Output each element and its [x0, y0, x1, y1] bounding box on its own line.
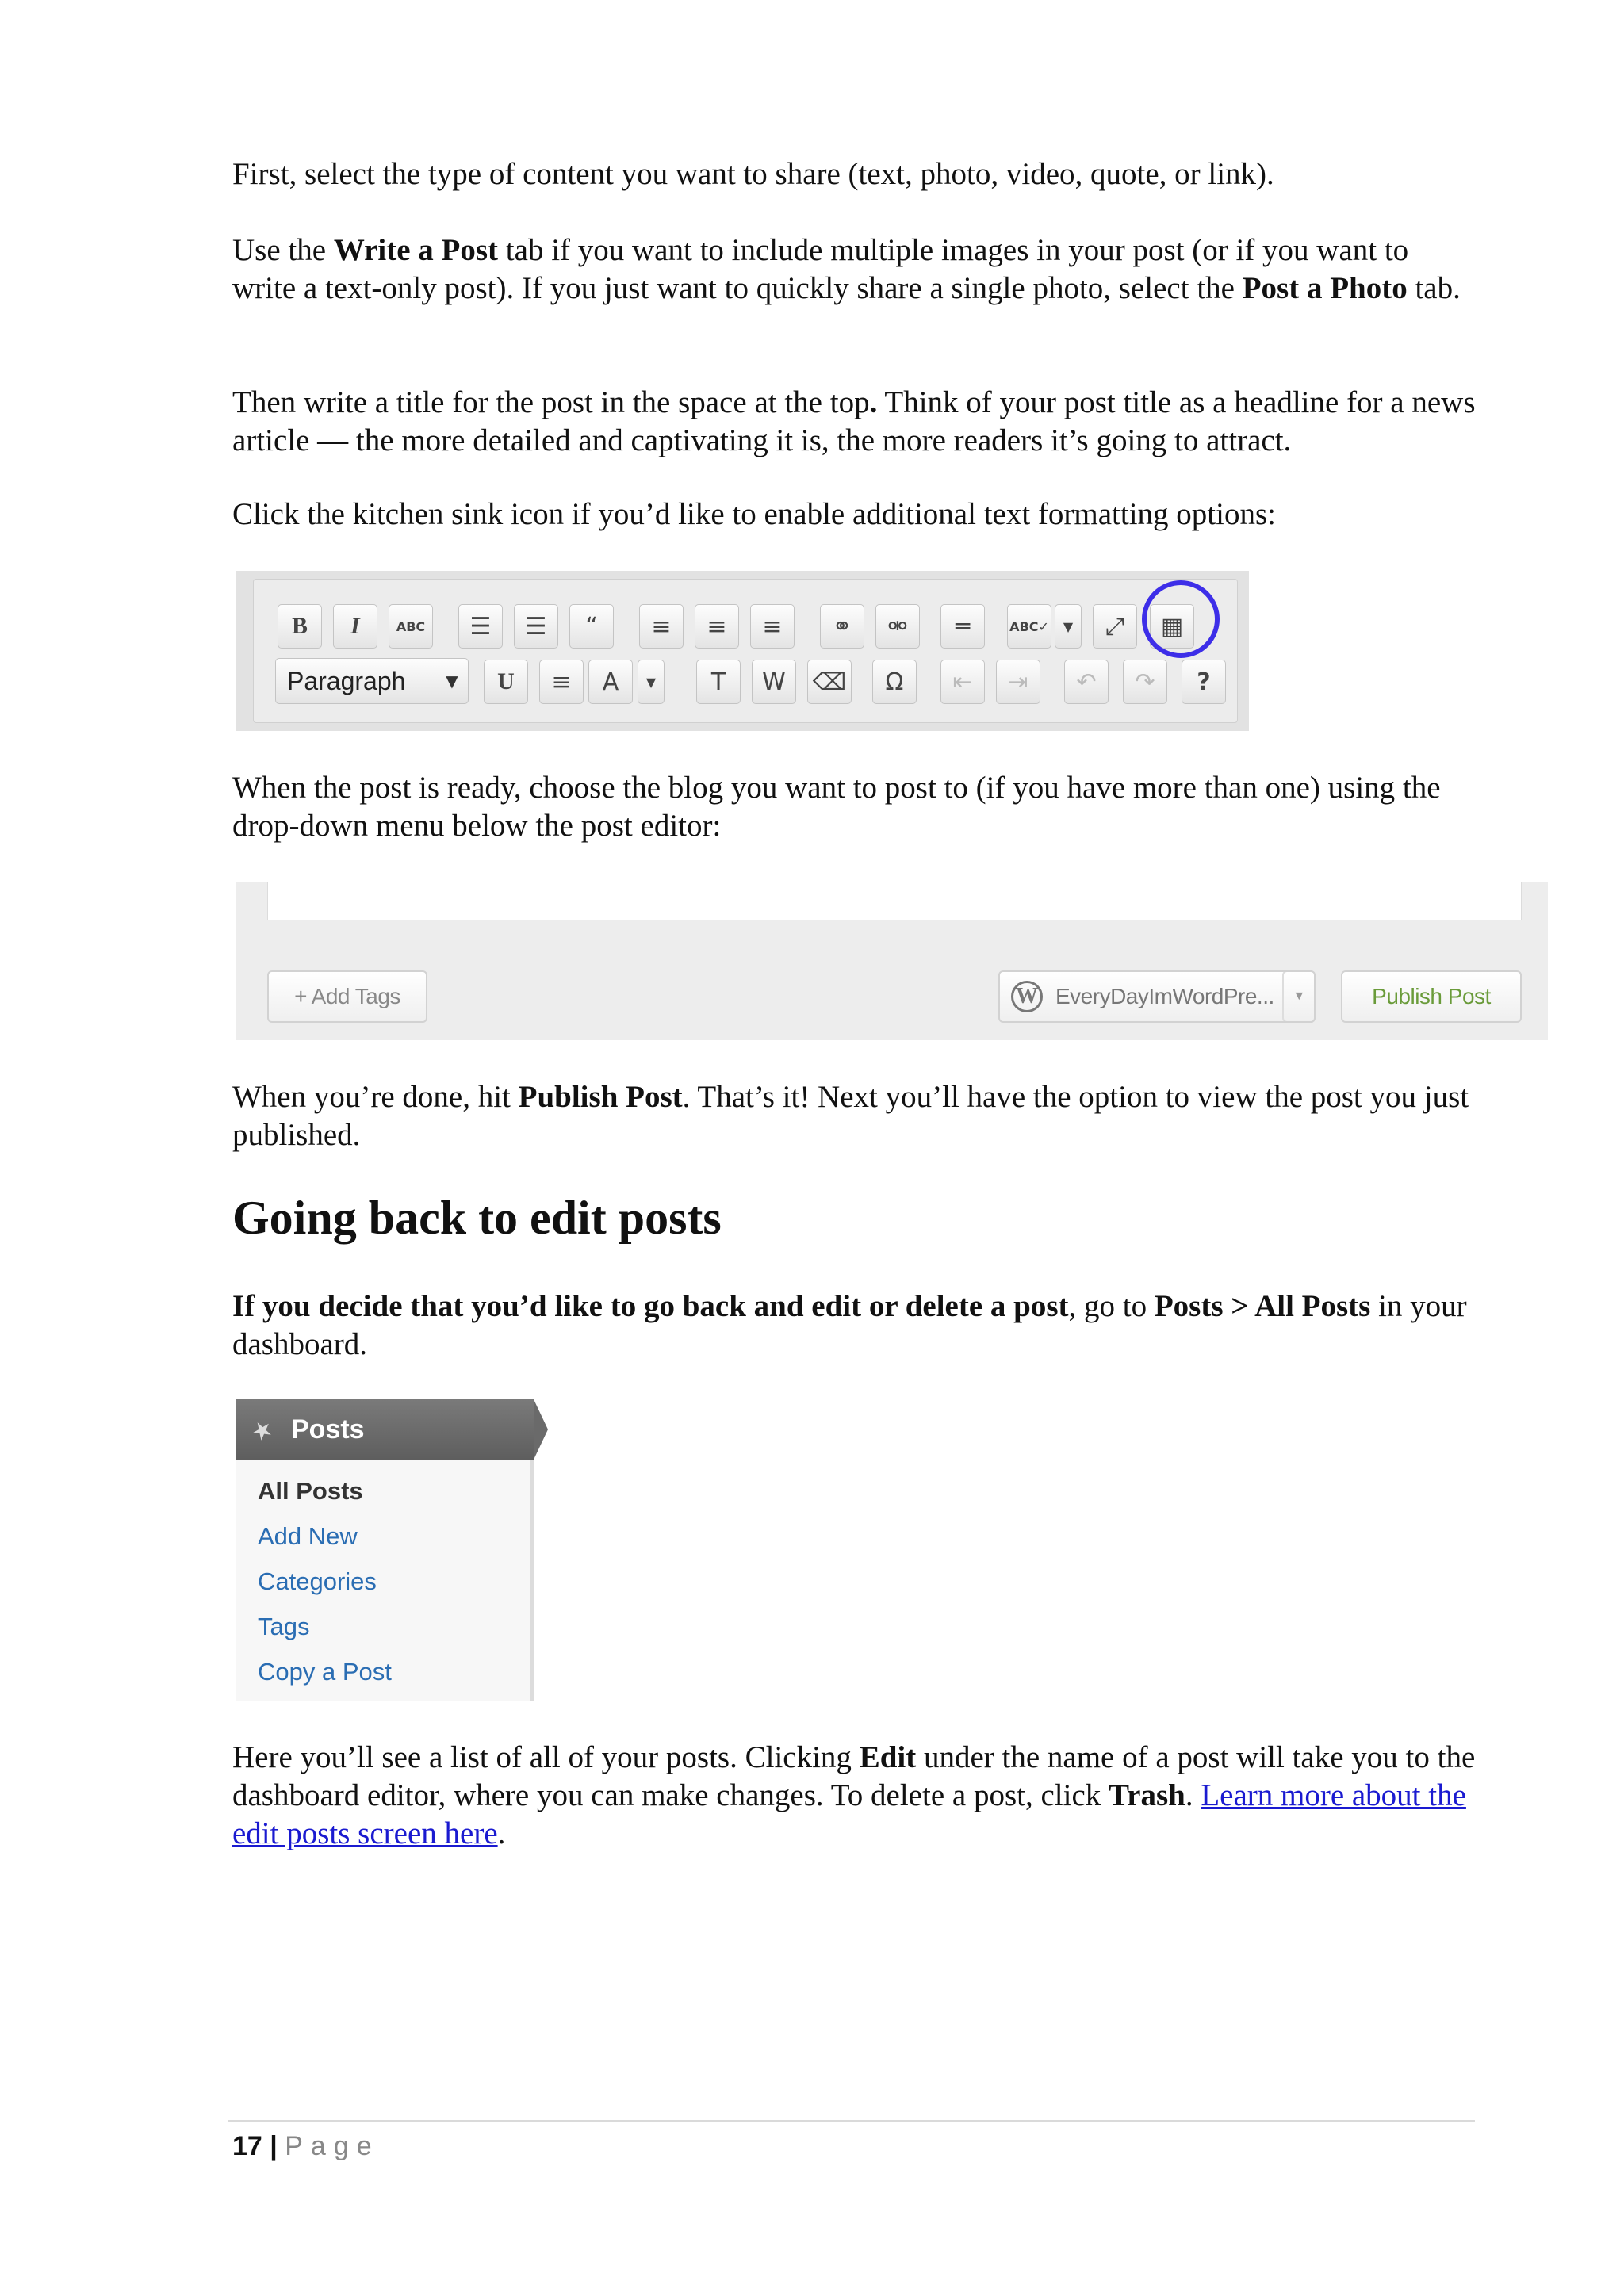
paste-word-icon[interactable]: W: [752, 660, 796, 704]
add-tags-label: + Add Tags: [294, 984, 400, 1008]
menu-item-all-posts[interactable]: [258, 1477, 363, 1506]
undo-icon[interactable]: ↶: [1064, 660, 1109, 704]
text-run: .: [497, 1816, 506, 1850]
text-run: under the name of a post will take you to the dashboard editor, where you can make changes. To delete a post, click: [232, 1740, 1476, 1812]
bold-run: Trash: [1109, 1778, 1185, 1812]
unlink-icon[interactable]: ⚮: [875, 604, 920, 649]
footer-divider: [228, 2120, 1475, 2122]
menu-item-label: All Posts: [258, 1477, 363, 1505]
bold-run: Posts > All Posts: [1154, 1289, 1371, 1323]
footer-separator: |: [270, 2131, 278, 2161]
align-center-icon[interactable]: ≡: [695, 604, 739, 649]
post-editor-bottom: [267, 882, 1522, 920]
blog-select[interactable]: [998, 970, 1316, 1023]
publish-post-label: Publish Post: [1372, 984, 1491, 1008]
underline-icon[interactable]: U: [484, 660, 528, 704]
align-right-icon[interactable]: ≡: [750, 604, 795, 649]
text-run: Then write a title for the post in the space at the top: [232, 385, 870, 419]
help-icon[interactable]: ?: [1182, 660, 1226, 704]
page-label: Page: [285, 2131, 380, 2161]
menu-item-label: Copy a Post: [258, 1658, 392, 1686]
menu-item-copy-a-post[interactable]: [258, 1658, 392, 1686]
paragraph-text: First, select the type of content you want to share (text, photo, video, quote, or link).: [232, 157, 1274, 191]
paragraph-intro: [232, 155, 1477, 193]
posts-submenu: [236, 1460, 534, 1701]
text-run: Think of your post title as a headline for a news article — the more detailed and captivating it is, the more readers it’s going to attract.: [232, 385, 1476, 457]
menu-item-label: Tags: [258, 1613, 310, 1640]
posts-menu-title: Posts: [291, 1414, 365, 1445]
bullet-list-icon[interactable]: ☰: [458, 604, 503, 649]
chevron-down-icon[interactable]: [436, 659, 468, 703]
bold-run: If you decide that you’d like to go back and edit or delete a post: [232, 1289, 1069, 1323]
paragraph-title: [232, 384, 1477, 460]
paragraph-kitchen-sink: [232, 496, 1477, 534]
link-icon[interactable]: ⚭: [820, 604, 864, 649]
kitchen-sink-icon[interactable]: ▦: [1150, 604, 1194, 649]
redo-icon[interactable]: ↷: [1123, 660, 1167, 704]
page-number: 17: [232, 2131, 262, 2161]
page-footer: [232, 2131, 380, 2162]
kitchen-sink-highlight-circle: [1142, 580, 1220, 658]
text-run: Here you’ll see a list of all of your posts. Clicking: [232, 1740, 860, 1774]
text-run: tab if you want to include multiple images in your post (or if you want to write a text-only post). If you just want to quickly share a single photo, select the: [232, 233, 1409, 305]
text-color-dropdown-icon[interactable]: ▼: [638, 660, 665, 704]
paragraph-edit-intro: [232, 1288, 1477, 1364]
menu-item-categories[interactable]: [258, 1567, 377, 1596]
text-run: When you’re done, hit: [232, 1080, 519, 1114]
indent-icon[interactable]: ⇥: [996, 660, 1040, 704]
italic-icon[interactable]: I: [333, 604, 377, 649]
publish-bar-screenshot: [236, 882, 1548, 1040]
more-tag-icon[interactable]: ═: [940, 604, 985, 649]
paragraph-write-post: [232, 232, 1477, 308]
editor-toolbar-screenshot: [236, 571, 1249, 731]
fullscreen-icon[interactable]: ⤢: [1093, 604, 1137, 649]
paste-text-icon[interactable]: T: [696, 660, 741, 704]
blog-select-arrow[interactable]: [1282, 970, 1316, 1023]
paragraph-text: Click the kitchen sink icon if you’d like to enable additional text formatting options:: [232, 497, 1276, 531]
bold-run: .: [869, 385, 878, 419]
edit-posts-help-link[interactable]: Learn more about the edit posts screen here: [232, 1778, 1466, 1850]
bold-run: Post a Photo: [1242, 271, 1408, 305]
strikethrough-icon[interactable]: ABC: [389, 604, 433, 649]
text-run: Use the: [232, 233, 334, 267]
justify-icon[interactable]: ≡: [539, 660, 584, 704]
wordpress-logo-icon: W: [1011, 981, 1043, 1012]
paragraph-publish: [232, 1078, 1477, 1154]
paragraph-choose-blog: [232, 769, 1477, 845]
bold-run: Write a Post: [333, 233, 499, 267]
paragraph-list-posts: [232, 1739, 1477, 1853]
paragraph-text: When the post is ready, choose the blog you want to post to (if you have more than one) using the drop-down menu below the post editor:: [232, 771, 1441, 843]
numbered-list-icon[interactable]: ☰: [514, 604, 558, 649]
bold-icon[interactable]: B: [278, 604, 322, 649]
text-color-icon[interactable]: A: [588, 660, 633, 704]
add-tags-button[interactable]: [267, 970, 427, 1023]
posts-menu-screenshot: [236, 1399, 534, 1701]
spellcheck-icon[interactable]: ABC✓: [1007, 604, 1051, 649]
blog-select-value: EveryDayImWordPre...: [1055, 984, 1274, 1008]
menu-item-label: Categories: [258, 1567, 377, 1595]
menu-item-tags[interactable]: [258, 1613, 309, 1641]
blog-arrow-glyph: ▼: [1293, 989, 1305, 1003]
menu-item-label: Add New: [258, 1522, 358, 1550]
blockquote-icon[interactable]: “: [569, 604, 614, 649]
text-run: in your dashboard.: [232, 1289, 1467, 1361]
menu-item-add-new[interactable]: [258, 1522, 358, 1551]
section-heading: Going back to edit posts: [232, 1192, 722, 1244]
bold-run: Publish Post: [518, 1080, 683, 1114]
text-run: tab.: [1407, 271, 1461, 305]
menu-arrow-tip: [534, 1399, 548, 1460]
spellcheck-dropdown-icon[interactable]: ▼: [1055, 604, 1082, 649]
format-arrow-glyph: ▼: [446, 672, 458, 691]
text-run: , go to: [1068, 1289, 1155, 1323]
pin-glyph: ★: [246, 1413, 279, 1448]
outdent-icon[interactable]: ⇤: [940, 660, 985, 704]
text-run: . That’s it! Next you’ll have the option to view the post you just published.: [232, 1080, 1469, 1152]
clear-formatting-icon[interactable]: ⌫: [807, 660, 852, 704]
bold-run: Edit: [859, 1740, 917, 1774]
format-select-value: Paragraph: [287, 667, 406, 695]
align-left-icon[interactable]: ≡: [639, 604, 684, 649]
publish-post-button[interactable]: [1341, 970, 1522, 1023]
text-run: .: [1185, 1778, 1201, 1812]
special-character-icon[interactable]: Ω: [872, 660, 917, 704]
